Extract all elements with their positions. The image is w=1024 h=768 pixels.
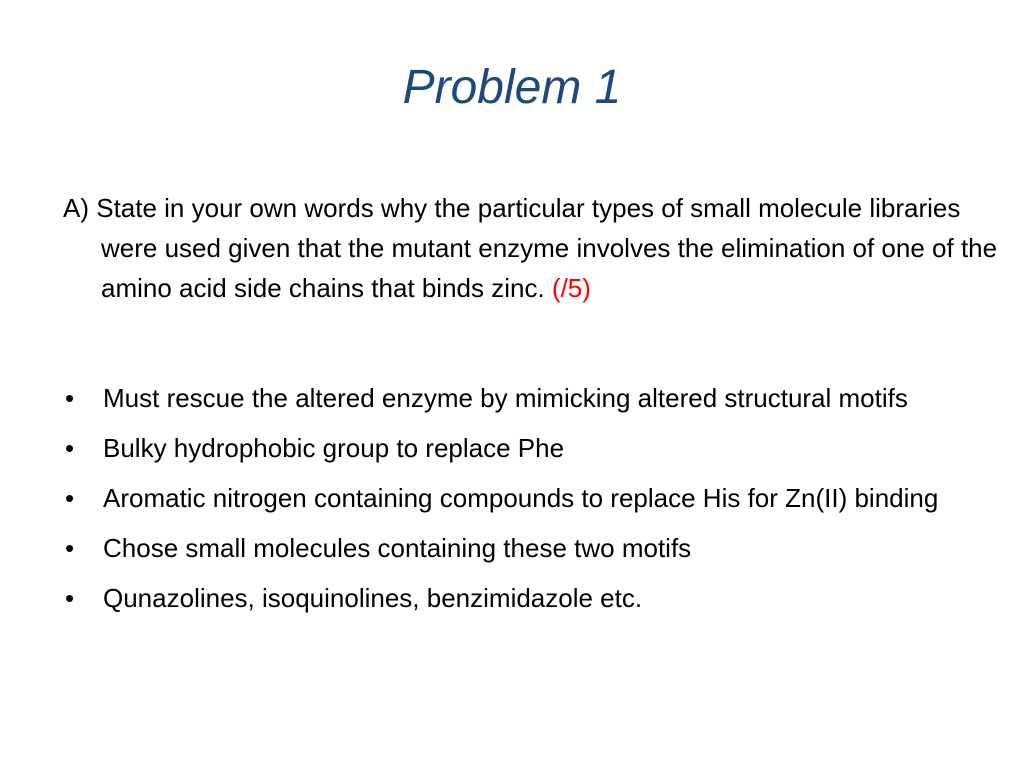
question-text xyxy=(63,188,1001,308)
question-points: (/5) xyxy=(551,273,591,303)
slide-title: Problem 1 xyxy=(402,61,622,114)
bullet-icon: • xyxy=(65,583,75,613)
bullet-item xyxy=(63,578,963,618)
bullet-item xyxy=(63,478,963,518)
bullet-item xyxy=(63,528,963,568)
bullet-item xyxy=(63,378,963,418)
bullet-icon: • xyxy=(65,533,75,563)
bullet-icon: • xyxy=(65,483,75,513)
bullet-icon: • xyxy=(65,433,75,463)
question-body: A) State in your own words why the particular types of small molecule libraries were used given that the mutant enzyme involves the elimination of one of the amino acid side chains that binds zinc. xyxy=(63,193,998,303)
bullet-text: Aromatic nitrogen containing compounds to replace His for Zn(II) binding xyxy=(103,483,939,513)
bullet-text: Chose small molecules containing these two motifs xyxy=(103,533,692,563)
answer-bullet-list xyxy=(63,378,963,628)
bullet-text: Must rescue the altered enzyme by mimicking altered structural motifs xyxy=(103,383,908,413)
bullet-text: Bulky hydrophobic group to replace Phe xyxy=(103,433,565,463)
bullet-item xyxy=(63,428,963,468)
bullet-icon: • xyxy=(65,383,75,413)
bullet-text: Qunazolines, isoquinolines, benzimidazole etc. xyxy=(103,583,643,613)
